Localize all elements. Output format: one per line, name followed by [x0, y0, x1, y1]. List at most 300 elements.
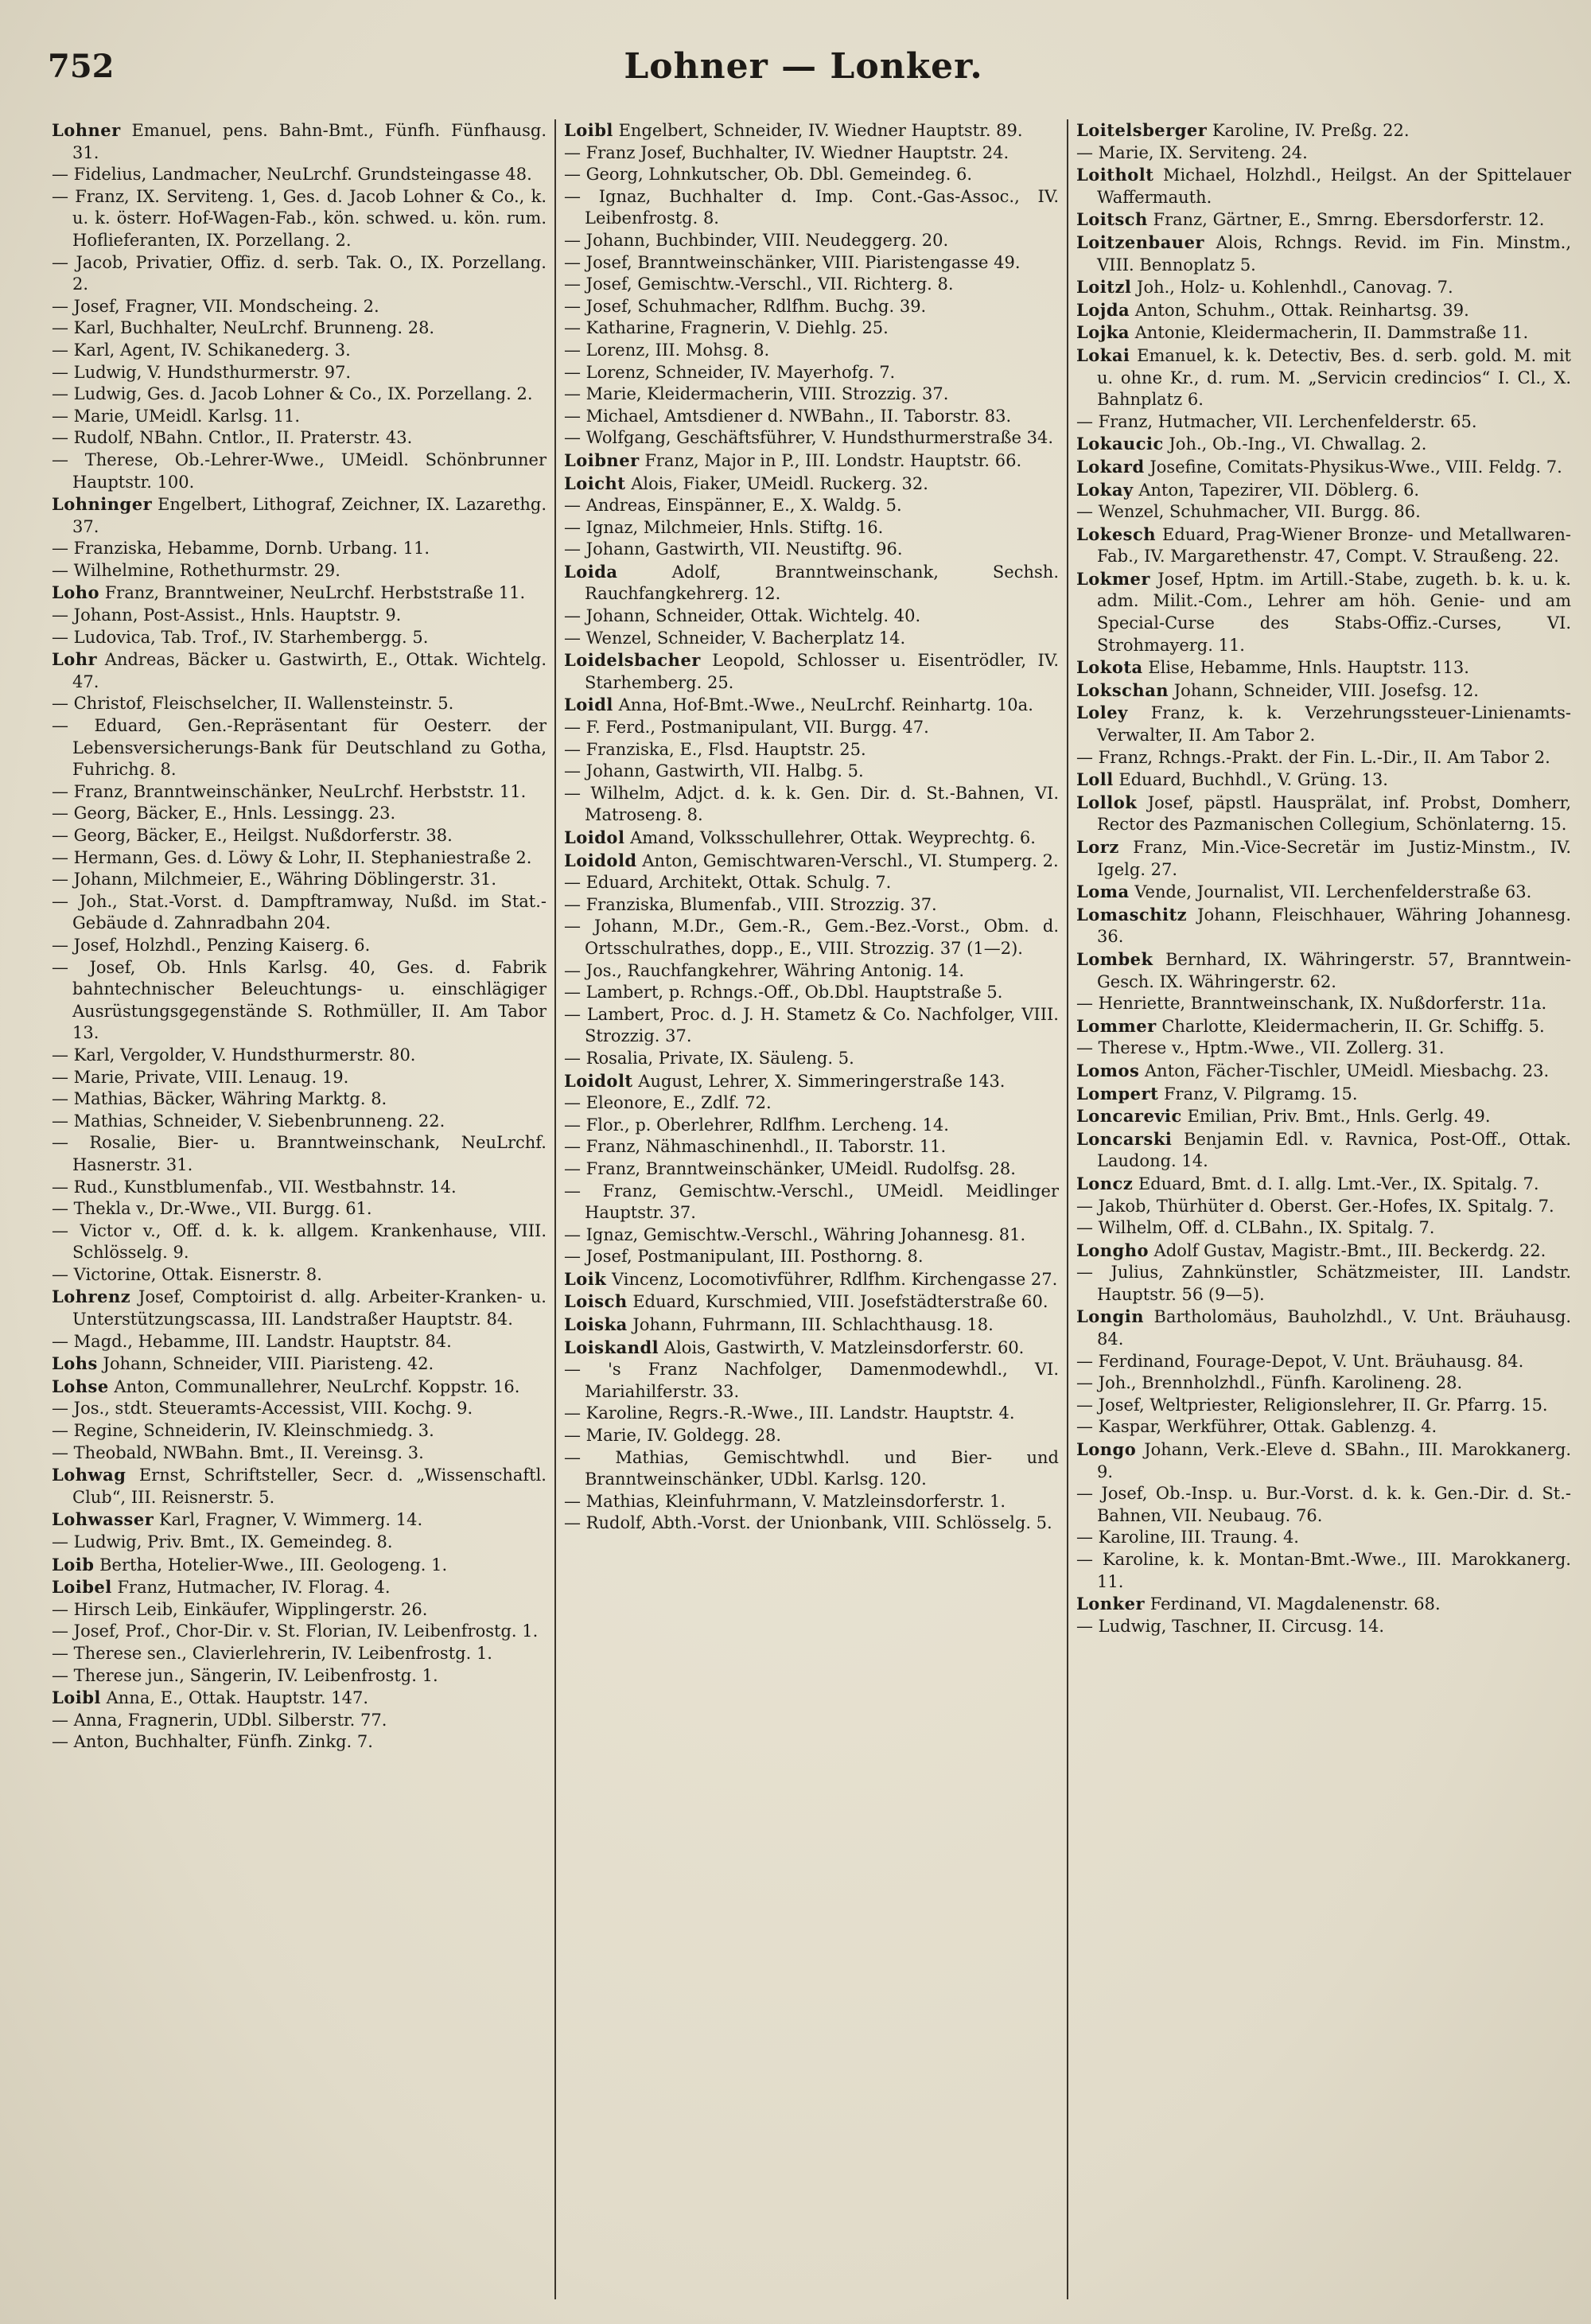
entry-details: — Rosalie, Bier- u. Branntweinschank, NeuLrchf. Hasnerstr. 31.: [52, 1133, 547, 1174]
column-middle: [556, 119, 1068, 2299]
entry-details: Josefine, Comitats-Physikus-Wwe., VIII. Feldg. 7.: [1144, 457, 1562, 477]
directory-entry: [52, 1177, 547, 1199]
directory-entry: [564, 628, 1059, 650]
entry-details: — Thekla v., Dr.-Wwe., VII. Burgg. 61.: [52, 1199, 372, 1219]
entry-details: — Ludwig, Priv. Bmt., IX. Gemeindeg. 8.: [52, 1532, 393, 1551]
directory-entry: [564, 761, 1059, 783]
entry-details: — Lambert, p. Rchngs.-Off., Ob.Dbl. Hauptstraße 5.: [564, 983, 1003, 1002]
entry-details: — Josef, Postmanipulant, III. Posthorng. 8.: [564, 1247, 924, 1267]
directory-entry: [564, 495, 1059, 517]
entry-details: — Franz Josef, Buchhalter, IV. Wiedner Hauptstr. 24.: [564, 142, 1009, 162]
entry-details: Vincenz, Locomotivführer, Rdlfhm. Kirchengasse 27.: [606, 1269, 1058, 1289]
entry-surname: Loiska: [564, 1314, 628, 1335]
directory-entry: [1076, 1262, 1571, 1306]
entry-details: Karl, Fragner, V. Wimmerg. 14.: [154, 1510, 423, 1530]
directory-entry: [1076, 747, 1571, 769]
directory-entry: [1076, 501, 1571, 524]
entry-details: Anton, Gemischtwaren-Verschl., VI. Stumperg. 2.: [636, 851, 1059, 870]
entry-details: — Franz, Rchngs.-Prakt. der Fin. L.-Dir., II. Am Tabor 2.: [1076, 747, 1550, 767]
entry-details: — Mathias, Bäcker, Währing Marktg. 8.: [52, 1089, 387, 1109]
column-left: [44, 119, 556, 2299]
entry-details: Joh., Ob.-Ing., VI. Chwallag. 2.: [1163, 434, 1427, 454]
entry-surname: Lokard: [1076, 456, 1145, 477]
entry-details: — Lambert, Proc. d. J. H. Stametz & Co. Nachfolger, VIII. Strozzig. 37.: [564, 1004, 1059, 1046]
entry-details: Emilian, Priv. Bmt., Hnls. Gerlg. 49.: [1181, 1107, 1491, 1127]
entry-surname: Lollok: [1076, 792, 1138, 812]
directory-entry: [564, 739, 1059, 761]
entry-details: — Anton, Buchhalter, Fünfh. Zinkg. 7.: [52, 1732, 373, 1752]
directory-entry: [1076, 568, 1571, 656]
entry-details: Adolf Gustav, Magistr.-Bmt., III. Beckerdg. 22.: [1149, 1240, 1546, 1260]
directory-entry: [1076, 1438, 1571, 1483]
entry-details: — Franziska, Hebamme, Dornb. Urbang. 11.: [52, 539, 430, 559]
entry-surname: Loicht: [564, 473, 626, 493]
directory-entry: [564, 1181, 1059, 1224]
directory-entry: [564, 1290, 1059, 1314]
entry-details: — Joh., Brennholzhdl., Fünfh. Karolineng. 28.: [1076, 1373, 1463, 1393]
directory-entry: [1076, 1037, 1571, 1060]
entry-surname: Loitzenbauer: [1076, 232, 1204, 252]
directory-entry: [564, 539, 1059, 561]
directory-entry: [52, 383, 547, 406]
directory-entry: [564, 1136, 1059, 1158]
entry-surname: Loibner: [564, 450, 640, 470]
entry-details: — Josef, Gemischtw.-Verschl., VII. Richterg. 8.: [564, 274, 954, 294]
entry-surname: Longo: [1076, 1439, 1137, 1460]
directory-entry: [52, 252, 547, 296]
directory-entry: [52, 715, 547, 781]
directory-entry: [52, 648, 547, 693]
entry-details: — Therese jun., Sängerin, IV. Leibenfrostg. 1.: [52, 1665, 438, 1685]
directory-entry: [564, 473, 1059, 496]
directory-entry: [52, 1132, 547, 1176]
entry-surname: Lokesch: [1076, 524, 1157, 544]
directory-entry: [52, 186, 547, 252]
directory-entry: [1076, 769, 1571, 792]
directory-entry: [564, 717, 1059, 739]
directory-entry: [1076, 479, 1571, 502]
entry-surname: Loitsch: [1076, 209, 1148, 230]
entry-details: Joh., Holz- u. Kohlenhdl., Canovag. 7.: [1131, 278, 1453, 298]
entry-details: — Ludovica, Tab. Trof., IV. Starhembergg. 5.: [52, 627, 429, 647]
directory-entry: [564, 274, 1059, 296]
directory-entry: [564, 1115, 1059, 1137]
directory-entry: [1076, 656, 1571, 679]
directory-entry: [52, 605, 547, 627]
entry-details: — Lorenz, Schneider, IV. Mayerhofg. 7.: [564, 362, 896, 382]
entry-surname: Longin: [1076, 1306, 1144, 1327]
entry-surname: Loitelsberger: [1076, 120, 1208, 140]
entry-surname: Lomos: [1076, 1060, 1140, 1080]
directory-entry: [1076, 679, 1571, 703]
directory-entry: [52, 1731, 547, 1754]
directory-entry: [1076, 164, 1571, 208]
directory-entry: [1076, 881, 1571, 904]
directory-entry: [564, 1224, 1059, 1247]
directory-entry: [1076, 1372, 1571, 1395]
entry-surname: Loidolt: [564, 1070, 633, 1091]
entry-surname: Lohner: [52, 120, 121, 140]
directory-entry: [564, 317, 1059, 340]
entry-details: — Josef, Ob.-Insp. u. Bur.-Vorst. d. k. k. Gen.-Dir. d. St.-Bahnen, VII. Neubaug. 76.: [1076, 1484, 1571, 1525]
directory-entry: [1076, 208, 1571, 232]
directory-entry: [1076, 456, 1571, 479]
directory-entry: [1076, 993, 1571, 1015]
entry-surname: Loncarevic: [1076, 1106, 1182, 1127]
directory-entry: [52, 1331, 547, 1353]
directory-entry: [52, 362, 547, 384]
entry-details: Ernst, Schriftsteller, Secr. d. „Wissenschaftl. Club“, III. Reisnerstr. 5.: [72, 1466, 547, 1507]
directory-entry: [1076, 1240, 1571, 1263]
entry-details: Alois, Gastwirth, V. Matzleinsdorferstr. 60.: [659, 1337, 1025, 1357]
entry-surname: Lonker: [1076, 1594, 1146, 1614]
entry-surname: Lokai: [1076, 345, 1130, 365]
entry-details: — Therese, Ob.-Lehrer-Wwe., UMeidl. Schönbrunner Hauptstr. 100.: [52, 450, 547, 492]
entry-details: — Georg, Bäcker, E., Heilgst. Nußdorferstr. 38.: [52, 826, 453, 845]
entry-surname: Lombek: [1076, 948, 1153, 969]
directory-entry: [52, 1264, 547, 1287]
entry-details: Eduard, Buchhdl., V. Grüng. 13.: [1113, 770, 1388, 790]
entry-details: Franz, Branntweiner, NeuLrchf. Herbststraße 11.: [99, 583, 526, 603]
entry-surname: Loitzl: [1076, 277, 1132, 298]
entry-details: Franz, Min.-Vice-Secretär im Justiz-Minstm., IV. Igelg. 27.: [1097, 838, 1571, 879]
entry-details: — Mathias, Gemischtwhdl. und Bier- und Branntweinschänker, UDbl. Karlsg. 120.: [564, 1447, 1059, 1489]
entry-details: — Eleonore, E., Zdlf. 72.: [564, 1093, 772, 1113]
directory-entry: [52, 781, 547, 804]
entry-details: Franz, k. k. Verzehrungssteuer-Linienamts-Verwalter, II. Am Tabor 2.: [1097, 703, 1571, 745]
entry-surname: Lokay: [1076, 479, 1134, 500]
directory-entry: [564, 1403, 1059, 1425]
entry-surname: Lohninger: [52, 494, 153, 515]
directory-entry: [52, 493, 547, 538]
directory-entry: [564, 982, 1059, 1004]
entry-details: — Henriette, Branntweinschank, IX. Nußdorferstr. 11a.: [1076, 994, 1547, 1014]
entry-details: — Anna, Fragnerin, UDbl. Silberstr. 77.: [52, 1710, 387, 1730]
entry-details: — Josef, Schuhmacher, Rdlfhm. Buchg. 39.: [564, 296, 927, 316]
directory-entry: [564, 872, 1059, 894]
directory-entry: [564, 783, 1059, 827]
directory-entry: [1076, 119, 1571, 142]
entry-details: — Karoline, k. k. Montan-Bmt.-Wwe., III. Marokkanerg. 11.: [1076, 1550, 1571, 1591]
entry-surname: Lommer: [1076, 1015, 1157, 1036]
entry-surname: Lorz: [1076, 837, 1119, 857]
entry-details: — Josef, Fragner, VII. Mondscheing. 2.: [52, 296, 379, 316]
page-number: 752: [48, 48, 115, 85]
entry-details: — Magd., Hebamme, III. Landstr. Hauptstr. 84.: [52, 1331, 452, 1351]
entry-details: — Georg, Lohnkutscher, Ob. Dbl. Gemeindeg. 6.: [564, 165, 973, 185]
directory-entry: [1076, 792, 1571, 836]
entry-details: — Ludwig, Taschner, II. Circusg. 14.: [1076, 1616, 1385, 1636]
directory-entry: [52, 1420, 547, 1442]
directory-entry: [564, 694, 1059, 717]
directory-entry: [52, 1286, 547, 1330]
directory-entry: [52, 1710, 547, 1732]
entry-details: — Marie, Private, VIII. Lenaug. 19.: [52, 1067, 349, 1087]
entry-details: Bartholomäus, Bauholzhdl., V. Unt. Bräuhausg. 84.: [1097, 1307, 1571, 1349]
entry-details: — Franz, Branntweinschänker, NeuLrchf. Herbststr. 11.: [52, 781, 527, 801]
directory-entry: [564, 164, 1059, 186]
entry-details: Johann, Schneider, VIII. Piaristeng. 42.: [97, 1354, 434, 1374]
directory-entry: [564, 450, 1059, 473]
entry-details: — Marie, IV. Goldegg. 28.: [564, 1426, 782, 1446]
entry-details: — F. Ferd., Postmanipulant, VII. Burgg. 47.: [564, 718, 929, 738]
entry-surname: Loib: [52, 1554, 95, 1575]
entry-details: Anna, Hof-Bmt.-Wwe., NeuLrchf. Reinhartg. 10a.: [613, 695, 1033, 715]
entry-details: Eduard, Bmt. d. I. allg. Lmt.-Ver., IX. Spitalg. 7.: [1133, 1174, 1539, 1193]
directory-entry: [1076, 702, 1571, 746]
directory-entry: [564, 561, 1059, 605]
directory-entry: [52, 119, 547, 164]
entry-details: — Wolfgang, Geschäftsführer, V. Hundsthurmerstraße 34.: [564, 428, 1054, 448]
entry-surname: Loidl: [564, 695, 613, 715]
entry-details: — Julius, Zahnkünstler, Schätzmeister, III. Landstr. Hauptstr. 56 (9—5).: [1076, 1263, 1571, 1304]
entry-details: — Ignaz, Milchmeier, Hnls. Stiftg. 16.: [564, 517, 884, 537]
entry-details: — Marie, IX. Serviteng. 24.: [1076, 142, 1308, 162]
directory-entry: [564, 517, 1059, 539]
directory-entry: [52, 1464, 547, 1508]
entry-details: Anton, Tapezirer, VII. Döblerg. 6.: [1133, 480, 1420, 500]
entry-details: — Therese v., Hptm.-Wwe., VII. Zollerg. 31.: [1076, 1038, 1445, 1058]
directory-entry: [1076, 1395, 1571, 1417]
entry-surname: Lohrenz: [52, 1287, 131, 1307]
directory-entry: [1076, 299, 1571, 322]
directory-entry: [1076, 142, 1571, 165]
directory-entry: [52, 560, 547, 582]
entry-details: Franz, V. Pilgramg. 15.: [1158, 1084, 1358, 1104]
entry-details: Alois, Rchngs. Revid. im Fin. Minstm., VIII. Bennoplatz 5.: [1097, 232, 1571, 274]
directory-entry: [564, 1268, 1059, 1291]
entry-surname: Lomaschitz: [1076, 904, 1188, 925]
entry-details: — Flor., p. Oberlehrer, Rdlfhm. Lercheng. 14.: [564, 1115, 949, 1135]
entry-details: — Karl, Agent, IV. Schikanederg. 3.: [52, 340, 351, 360]
directory-entry: [52, 1067, 547, 1089]
directory-entry: [52, 847, 547, 870]
directory-entry: [52, 1220, 547, 1264]
directory-entry: [52, 427, 547, 450]
directory-entry: [52, 340, 547, 362]
directory-entry: [52, 1508, 547, 1532]
directory-entry: [52, 1687, 547, 1710]
directory-entry: [564, 1359, 1059, 1403]
entry-details: — Ludwig, V. Hundsthurmerstr. 97.: [52, 362, 352, 382]
entry-details: — Ignaz, Gemischtw.-Verschl., Währing Johannesg. 81.: [564, 1224, 1026, 1244]
entry-details: — Christof, Fleischselcher, II. Wallensteinstr. 5.: [52, 694, 454, 714]
entry-surname: Lohr: [52, 649, 98, 670]
entry-details: — Rud., Kunstblumenfab., VII. Westbahnstr. 14.: [52, 1177, 457, 1197]
entry-details: Anton, Fächer-Tischler, UMeidl. Miesbachg. 23.: [1139, 1061, 1550, 1080]
entry-details: — Franziska, E., Flsd. Hauptstr. 25.: [564, 739, 866, 759]
entry-details: — Lorenz, III. Mohsg. 8.: [564, 340, 770, 360]
entry-details: Amand, Volksschullehrer, Ottak. Weyprechtg. 6.: [624, 828, 1036, 847]
entry-details: — Jacob, Privatier, Offiz. d. serb. Tak. O., IX. Porzellang. 2.: [52, 252, 547, 294]
entry-details: — Jos., Rauchfangkehrer, Währing Antonig. 14.: [564, 960, 965, 980]
entry-surname: Lojka: [1076, 322, 1130, 343]
directory-entry: [1076, 1483, 1571, 1527]
directory-entry: [1076, 1306, 1571, 1350]
directory-entry: [564, 1004, 1059, 1048]
entry-surname: Loida: [564, 561, 618, 582]
entry-details: — Wilhelm, Off. d. CLBahn., IX. Spitalg. 7.: [1076, 1218, 1435, 1238]
entry-surname: Loncarski: [1076, 1128, 1173, 1149]
directory-entry: [1076, 345, 1571, 411]
entry-surname: Lokmer: [1076, 568, 1150, 589]
directory-entry: [1076, 1549, 1571, 1593]
directory-entry: [52, 1088, 547, 1111]
entry-details: — Ferdinand, Fourage-Depot, V. Unt. Bräuhausg. 84.: [1076, 1351, 1524, 1371]
entry-surname: Loidold: [564, 850, 637, 870]
directory-entry: [52, 538, 547, 560]
directory-entry: [1076, 1217, 1571, 1240]
directory-entry: [1076, 948, 1571, 993]
entry-details: — Franz, Hutmacher, VII. Lerchenfelderstr. 65.: [1076, 411, 1477, 431]
entry-surname: Lompert: [1076, 1083, 1159, 1104]
directory-entry: [564, 827, 1059, 850]
entry-details: — Johann, Post-Assist., Hnls. Hauptstr. 9.: [52, 605, 402, 625]
entry-details: — Johann, Gastwirth, VII. Halbg. 5.: [564, 761, 864, 781]
entry-details: Franz, Gärtner, E., Smrng. Ebersdorferstr. 12.: [1147, 210, 1545, 230]
entry-details: Bernhard, IX. Währingerstr. 57, Branntwein-Gesch. IX. Währingerstr. 62.: [1097, 949, 1571, 991]
running-head: Lohner — Lonker.: [624, 46, 983, 87]
directory-entry: [1076, 1060, 1571, 1083]
entry-details: Charlotte, Kleidermacherin, II. Gr. Schiffg. 5.: [1156, 1016, 1545, 1036]
entry-details: — Fidelius, Landmacher, NeuLrchf. Grundsteingasse 48.: [52, 165, 532, 185]
entry-details: — Joh., Stat.-Vorst. d. Dampftramway, Nußd. im Stat.-Gebäude d. Zahnradbahn 204.: [52, 891, 547, 933]
entry-surname: Lohs: [52, 1353, 98, 1374]
entry-details: Josef, Comptoirist d. allg. Arbeiter-Kranken- u. Unterstützungscassa, III. Landstraßer Hauptstr. 84.: [72, 1287, 547, 1329]
entry-surname: Loncz: [1076, 1173, 1134, 1193]
directory-entry: [564, 340, 1059, 362]
entry-details: — Eduard, Architekt, Ottak. Schulg. 7.: [564, 873, 892, 893]
directory-entry: [1076, 1128, 1571, 1173]
entry-details: — Regine, Schneiderin, IV. Kleinschmiedg. 3.: [52, 1421, 434, 1441]
directory-entry: [52, 693, 547, 715]
directory-entry: [52, 891, 547, 935]
directory-entry: [564, 1070, 1059, 1093]
entry-surname: Longho: [1076, 1240, 1149, 1260]
directory-entry: [52, 935, 547, 957]
entry-details: — Karl, Buchhalter, NeuLrchf. Brunneng. 28.: [52, 318, 435, 338]
entry-details: Benjamin Edl. v. Ravnica, Post-Off., Ottak. Laudong. 14.: [1097, 1129, 1571, 1171]
entry-details: — Josef, Prof., Chor-Dir. v. St. Florian, IV. Leibenfrostg. 1.: [52, 1621, 539, 1641]
entry-details: — Mathias, Kleinfuhrmann, V. Matzleinsdorferstr. 1.: [564, 1491, 1006, 1511]
entry-details: — Ignaz, Buchhalter d. Imp. Cont.-Gas-Assoc., IV. Leibenfrostg. 8.: [564, 186, 1059, 228]
directory-entry: [1076, 1351, 1571, 1373]
entry-details: — Andreas, Einspänner, E., X. Waldg. 5.: [564, 496, 902, 516]
entry-details: — Theobald, NWBahn. Bmt., II. Vereinsg. 3.: [52, 1442, 424, 1462]
directory-entry: [52, 1198, 547, 1220]
directory-entry: [564, 1337, 1059, 1360]
directory-entry: [1076, 1196, 1571, 1218]
entry-details: Adolf, Branntweinschank, Sechsh. Rauchfangkehrerg. 12.: [585, 562, 1059, 604]
directory-entry: [52, 582, 547, 605]
directory-entry: [564, 1092, 1059, 1115]
entry-details: — Wenzel, Schuhmacher, VII. Burgg. 86.: [1076, 502, 1421, 522]
entry-details: Johann, Fuhrmann, III. Schlachthausg. 18.: [627, 1315, 994, 1335]
directory-entry: [564, 894, 1059, 917]
entry-details: — Franz, IX. Serviteng. 1, Ges. d. Jacob Lohner & Co., k. u. k. österr. Hof-Wagen-Fab., kön. schwed. u. kön. rum. Hoflieferanten, IX. Porzellang. 2.: [52, 186, 547, 250]
entry-details: — Karoline, III. Traung. 4.: [1076, 1528, 1299, 1547]
directory-entry: [52, 869, 547, 891]
entry-details: — Josef, Holzhdl., Penzing Kaiserg. 6.: [52, 935, 371, 955]
entry-details: Leopold, Schlosser u. Eisentrödler, IV. Starhemberg. 25.: [585, 651, 1059, 692]
directory-entry: [564, 1491, 1059, 1513]
entry-details: Franz, Hutmacher, IV. Florag. 4.: [111, 1578, 391, 1598]
directory-entry: [52, 1353, 547, 1376]
entry-surname: Lohwasser: [52, 1509, 154, 1530]
entry-surname: Loisch: [564, 1291, 628, 1312]
entry-surname: Lokota: [1076, 657, 1143, 678]
entry-details: — Johann, M.Dr., Gem.-R., Gem.-Bez.-Vorst., Obm. d. Ortsschulrathes, dopp., E., VIII. Strozzig. 37 (1—2).: [564, 917, 1059, 958]
entry-details: Josef, päpstl. Hausprälat, inf. Probst, Domherr, Rector des Pazmanischen Collegium, Schönlaterng. 15.: [1097, 792, 1571, 835]
entry-surname: Lohwag: [52, 1465, 126, 1485]
entry-details: — Josef, Weltpriester, Religionslehrer, II. Gr. Pfarrg. 15.: [1076, 1395, 1548, 1415]
entry-details: Eduard, Kurschmied, VIII. Josefstädterstraße 60.: [627, 1292, 1048, 1312]
entry-details: Engelbert, Schneider, IV. Wiedner Hauptstr. 89.: [613, 121, 1023, 140]
entry-surname: Loho: [52, 582, 100, 603]
directory-entry: [564, 1246, 1059, 1268]
entry-details: — Georg, Bäcker, E., Hnls. Lessingg. 23.: [52, 804, 396, 823]
directory-entry: [564, 362, 1059, 384]
entry-details: — Jos., stdt. Steueramts-Accessist, VIII. Kochg. 9.: [52, 1399, 473, 1419]
entry-surname: Loibel: [52, 1577, 112, 1598]
entry-details: — Johann, Milchmeier, E., Währing Döblingerstr. 31.: [52, 870, 497, 890]
directory-entry: [1076, 1527, 1571, 1549]
entry-details: Emanuel, pens. Bahn-Bmt., Fünfh. Fünfhausg. 31.: [72, 121, 547, 162]
directory-entry: [1076, 1015, 1571, 1038]
entry-details: — Victor v., Off. d. k. k. allgem. Krankenhause, VIII. Schlösselg. 9.: [52, 1220, 547, 1263]
entry-details: August, Lehrer, X. Simmeringerstraße 143.: [632, 1071, 1006, 1091]
entry-details: Karoline, IV. Preßg. 22.: [1207, 121, 1410, 140]
entry-surname: Lohse: [52, 1376, 109, 1396]
column-right: [1068, 119, 1579, 2299]
entry-details: Andreas, Bäcker u. Gastwirth, E., Ottak. Wichtelg. 47.: [72, 650, 547, 691]
entry-details: — Johann, Gastwirth, VII. Neustiftg. 96.: [564, 539, 903, 559]
entry-surname: Loma: [1076, 882, 1130, 902]
entry-details: — Kaspar, Werkführer, Ottak. Gablenzg. 4.: [1076, 1417, 1437, 1437]
entry-details: Johann, Fleischhauer, Währing Johannesg. 36.: [1097, 905, 1571, 947]
entry-surname: Loitholt: [1076, 165, 1154, 185]
directory-entry: [1076, 276, 1571, 299]
entry-details: Vende, Journalist, VII. Lerchenfelderstraße 63.: [1129, 882, 1532, 902]
entry-surname: Loley: [1076, 703, 1128, 723]
entry-details: — Marie, Kleidermacherin, VIII. Strozzig. 37.: [564, 384, 949, 404]
entry-details: — Katharine, Fragnerin, V. Diehlg. 25.: [564, 318, 889, 338]
entry-details: — Mathias, Schneider, V. Siebenbrunneng. 22.: [52, 1111, 445, 1131]
directory-entry: [52, 450, 547, 493]
directory-entry: [564, 186, 1059, 230]
directory-entry: [52, 1045, 547, 1067]
directory-entry: [1076, 1173, 1571, 1196]
directory-entry: [1076, 411, 1571, 434]
entry-surname: Loidelsbacher: [564, 650, 701, 671]
entry-details: — Hermann, Ges. d. Löwy & Lohr, II. Stephaniestraße 2.: [52, 847, 532, 867]
entry-details: — Franz, Branntweinschänker, UMeidl. Rudolfsg. 28.: [564, 1158, 1016, 1178]
entry-details: — Franziska, Blumenfab., VIII. Strozzig. 37.: [564, 894, 937, 914]
entry-details: Alois, Fiaker, UMeidl. Ruckerg. 32.: [625, 473, 928, 493]
entry-details: — Eduard, Gen.-Repräsentant für Oesterr. der Lebensversicherungs-Bank für Deutschland zu Gotha, Fuhrichg. 8.: [52, 716, 547, 780]
entry-details: — Karoline, Regrs.-R.-Wwe., III. Landstr. Hauptstr. 4.: [564, 1403, 1015, 1423]
directory-entry: [1076, 321, 1571, 345]
entry-details: Johann, Schneider, VIII. Josefsg. 12.: [1169, 680, 1479, 700]
entry-details: — Josef, Branntweinschänker, VIII. Piaristengasse 49.: [564, 252, 1021, 272]
directory-entry: [564, 296, 1059, 318]
entry-details: — Josef, Ob. Hnls Karlsg. 40, Ges. d. Fabrik bahntechnischer Beleuchtungs- u. einschlägiger Ausrüstungsgegenstände S. Rothmüller, II. Am Tabor 13.: [52, 957, 547, 1043]
entry-surname: Loiskandl: [564, 1337, 659, 1357]
directory-entry: [52, 164, 547, 186]
directory-entry: [52, 825, 547, 847]
directory-entry: [52, 1111, 547, 1133]
directory-entry: [564, 850, 1059, 873]
